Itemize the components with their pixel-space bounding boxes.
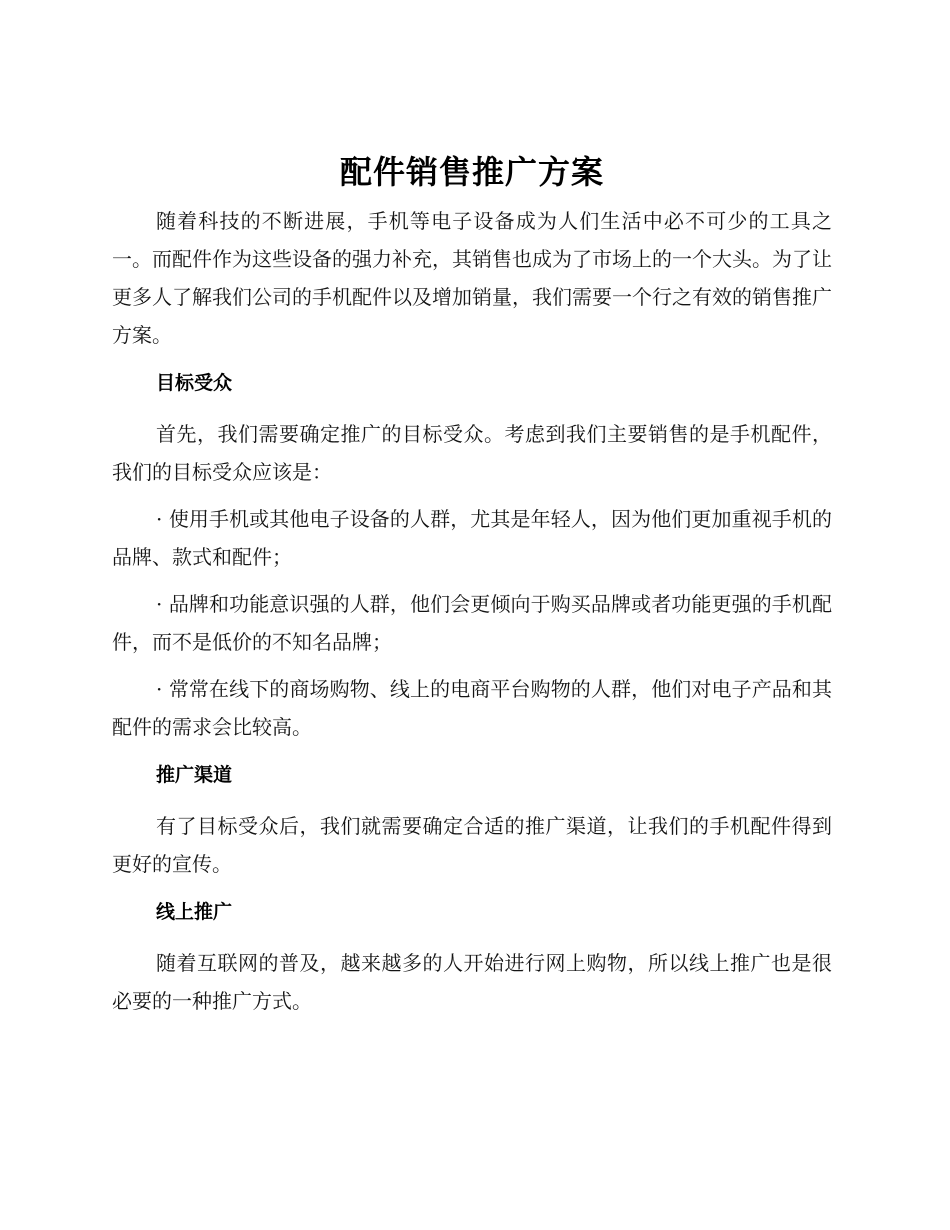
audience-bullet-2: · 品牌和功能意识强的人群，他们会更倾向于购买品牌或者功能更强的手机配件，而不是低价的不知名品牌； xyxy=(112,592,832,654)
document-body xyxy=(112,150,832,1029)
intro-paragraph: 随着科技的不断进展，手机等电子设备成为人们生活中必不可少的工具之一。而配件作为这些设备的强力补充，其销售也成为了市场上的一个大头。为了让更多人了解我们公司的手机配件以及增加销量，我们需要一个行之有效的销售推广方案。 xyxy=(112,209,832,347)
promotion-channels-paragraph: 有了目标受众后，我们就需要确定合适的推广渠道，让我们的手机配件得到更好的宣传。 xyxy=(112,814,832,876)
section-heading-target-audience: 目标受众 xyxy=(156,372,233,394)
document-title: 配件销售推广方案 xyxy=(339,153,604,191)
target-audience-paragraph: 首先，我们需要确定推广的目标受众。考虑到我们主要销售的是手机配件，我们的目标受众应该是： xyxy=(112,422,832,484)
section-heading-promotion-channels: 推广渠道 xyxy=(156,764,233,786)
section-heading-online-promotion: 线上推广 xyxy=(156,901,233,923)
online-promotion-paragraph: 随着互联网的普及，越来越多的人开始进行网上购物，所以线上推广也是很必要的一种推广方式。 xyxy=(112,951,832,1013)
audience-bullet-1: · 使用手机或其他电子设备的人群，尤其是年轻人，因为他们更加重视手机的品牌、款式和配件； xyxy=(112,507,832,569)
audience-bullet-3: · 常常在线下的商场购物、线上的电商平台购物的人群，他们对电子产品和其配件的需求会比较高。 xyxy=(112,677,832,739)
